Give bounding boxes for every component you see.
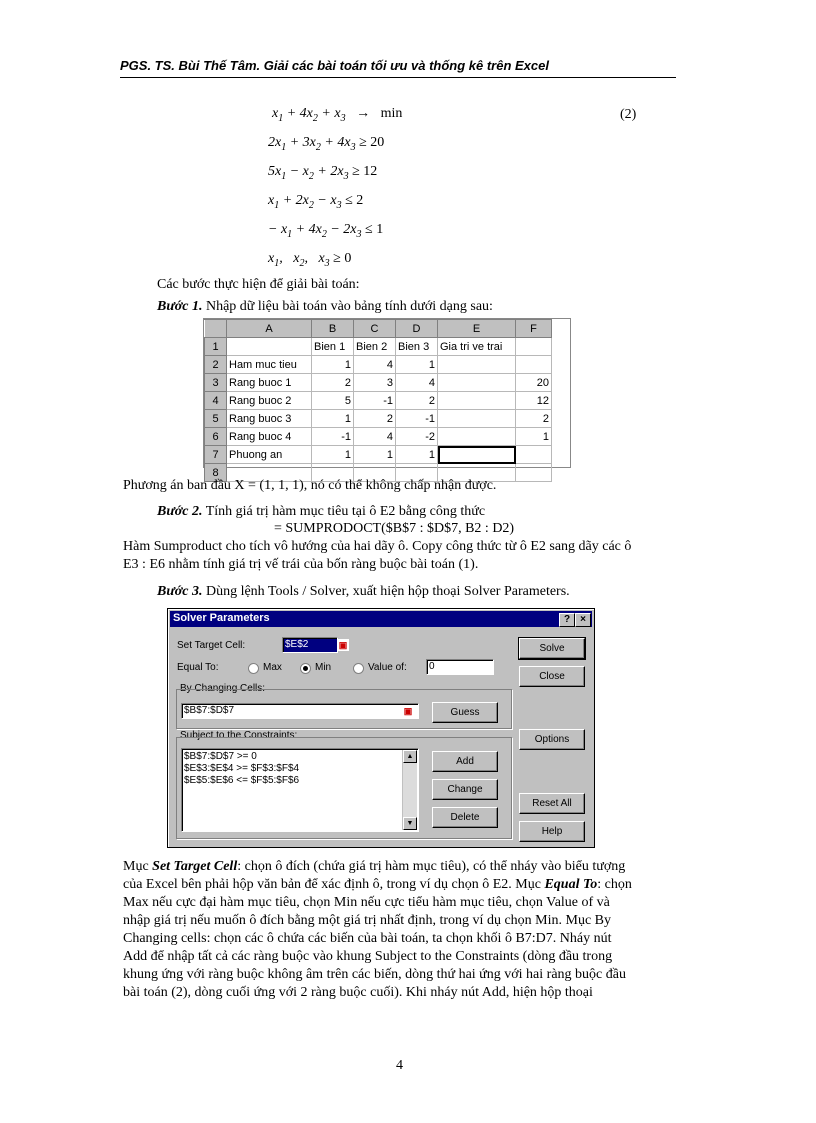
running-header: PGS. TS. Bùi Thế Tâm. Giải các bài toán tối ưu và thống kê trên Excel	[120, 58, 549, 73]
sheet-row	[205, 410, 552, 428]
sheet-cell[interactable]	[438, 410, 516, 428]
sheet-row	[205, 428, 552, 446]
sheet-cell[interactable]: Rang buoc 4	[227, 428, 312, 446]
page-number: 4	[396, 1058, 403, 1073]
row-header[interactable]: 6	[205, 428, 227, 446]
changing-cells-label: By Changing Cells:	[180, 683, 266, 694]
body-line-7: khung ứng với ràng buộc không âm trên các biến, dòng thứ hai ứng với hai ràng buộc đầu	[123, 967, 626, 982]
radio-max[interactable]	[248, 663, 259, 674]
constraints-label: Subject to the Constraints:	[180, 730, 298, 741]
target-cell-label: Set Target Cell:	[177, 640, 246, 651]
change-button[interactable]: Change	[432, 779, 498, 800]
column-header[interactable]: B	[312, 320, 354, 338]
sheet-cell[interactable]: Rang buoc 2	[227, 392, 312, 410]
column-header[interactable]: D	[396, 320, 438, 338]
row-header[interactable]: 8	[205, 464, 227, 482]
column-header[interactable]: E	[438, 320, 516, 338]
column-header[interactable]: F	[516, 320, 552, 338]
collapse-dialog-icon[interactable]: ▣	[338, 640, 348, 650]
body-line-1: Mục Set Target Cell: chọn ô đích (chứa giá trị hàm mục tiêu), có thể nháy vào biểu tượng	[123, 859, 626, 874]
value-of-input[interactable]: 0	[426, 659, 494, 675]
constraint-item[interactable]: $E$5:$E$6 <= $F$5:$F$6	[184, 775, 300, 786]
add-button[interactable]: Add	[432, 751, 498, 772]
sheet-cell[interactable]	[516, 464, 552, 482]
objective-function: $x_1 + 4x_2 + x_3$ → min	[272, 106, 403, 124]
header-rule	[120, 77, 676, 78]
sheet-cell[interactable]: Gia tri ve trai	[438, 338, 516, 356]
sheet-cell[interactable]: 20	[516, 374, 552, 392]
sheet-cell[interactable]	[438, 374, 516, 392]
row-header[interactable]: 1	[205, 338, 227, 356]
radio-value-of-label: Value of:	[368, 662, 407, 673]
sheet-cell[interactable]: 4	[354, 356, 396, 374]
sheet-cell[interactable]: Rang buoc 3	[227, 410, 312, 428]
sheet-cell[interactable]: Ham muc tieu	[227, 356, 312, 374]
sheet-cell[interactable]: 2	[396, 392, 438, 410]
constraint-item[interactable]: $E$3:$E$4 >= $F$3:$F$4	[184, 763, 300, 774]
solver-dialog	[167, 608, 595, 848]
sheet-cell[interactable]	[516, 356, 552, 374]
sheet-cell[interactable]	[227, 338, 312, 356]
equation-label: (2)	[620, 107, 637, 122]
sheet-cell[interactable]: 12	[516, 392, 552, 410]
delete-button[interactable]: Delete	[432, 807, 498, 828]
body-line-6: Add để nhập tất cả các ràng buộc vào khung Subject to the Constraints (dòng đầu trong	[123, 949, 613, 964]
body-line-3: Max nếu cực đại hàm mục tiêu, chọn Min nếu cực tiểu hàm mục tiêu, chọn Value of và	[123, 895, 610, 910]
radio-value-of[interactable]	[353, 663, 364, 674]
body-line-4: nhập giá trị nếu muốn ô đích bằng một giá trị nhất định, trong ví dụ chọn Min. Mục By	[123, 913, 611, 928]
body-line-5: Changing cells: chọn các ô chứa các biến của bài toán, ta chọn khối ô B7:D7. Nháy nút	[123, 931, 612, 946]
sheet-row	[205, 374, 552, 392]
sheet-cell[interactable]: Bien 1	[312, 338, 354, 356]
changing-cells-input[interactable]: $B$7:$D$7	[181, 703, 419, 719]
sheet-cell[interactable]	[516, 338, 552, 356]
constraints-list[interactable]	[181, 748, 419, 832]
close-title-button[interactable]: ×	[575, 613, 591, 627]
sheet-cell[interactable]: Bien 2	[354, 338, 396, 356]
spreadsheet	[203, 318, 571, 479]
nonnegativity: $x_1$, $x_2$, $x_3 \ge 0$	[268, 251, 352, 269]
sheet-row	[205, 356, 552, 374]
sheet-cell[interactable]: 4	[396, 374, 438, 392]
column-header[interactable]	[205, 320, 227, 338]
row-header[interactable]: 4	[205, 392, 227, 410]
sheet-cell[interactable]: 3	[354, 374, 396, 392]
step2: Bước 2. Tính giá trị hàm mục tiêu tại ô E2 bằng công thức	[157, 504, 486, 519]
help-title-button[interactable]: ?	[559, 613, 575, 627]
sheet-cell[interactable]: 2	[354, 410, 396, 428]
equal-to-label: Equal To:	[177, 662, 219, 673]
sumproduct-formula: = SUMPRODOCT($B$7 : $D$7, B2 : D2)	[274, 521, 515, 536]
sheet-cell[interactable]: -1	[312, 428, 354, 446]
sheet-cell[interactable]	[438, 356, 516, 374]
close-button[interactable]: Close	[519, 666, 585, 687]
row-header[interactable]: 7	[205, 446, 227, 464]
target-cell-input[interactable]: $E$2	[282, 637, 338, 653]
column-header[interactable]: A	[227, 320, 312, 338]
sheet-cell[interactable]: 2	[312, 374, 354, 392]
sumproduct-desc-2: E3 : E6 nhằm tính giá trị vế trái của bốn ràng buộc bài toán (1).	[123, 557, 479, 572]
row-header[interactable]: 5	[205, 410, 227, 428]
sheet-cell[interactable]: -2	[396, 428, 438, 446]
sheet-cell[interactable]	[438, 392, 516, 410]
dialog-titlebar	[170, 611, 592, 627]
sheet-cell[interactable]: 4	[354, 428, 396, 446]
sheet-cell[interactable]: -1	[396, 410, 438, 428]
collapse-dialog-icon[interactable]: ▣	[403, 706, 413, 716]
row-header[interactable]: 2	[205, 356, 227, 374]
options-button[interactable]: Options	[519, 729, 585, 750]
scroll-up-icon[interactable]: ▲	[403, 750, 417, 763]
sheet-cell[interactable]: 1	[312, 446, 354, 464]
sheet-cell[interactable]: 1	[312, 356, 354, 374]
sheet-cell[interactable]: Bien 3	[396, 338, 438, 356]
sheet-cell[interactable]: -1	[354, 392, 396, 410]
sheet-cell[interactable]	[438, 446, 516, 464]
sheet-cell[interactable]	[438, 428, 516, 446]
sheet-cell[interactable]: 2	[516, 410, 552, 428]
body-line-2: của Excel bên phải hộp văn bản để xác định ô, trong ví dụ chọn ô E2. Mục Equal To: chọn	[123, 877, 632, 892]
sumproduct-desc-1: Hàm Sumproduct cho tích vô hướng của hai dãy ô. Copy công thức từ ô E2 sang dãy các ô	[123, 539, 632, 554]
reset-all-button[interactable]: Reset All	[519, 793, 585, 814]
row-header[interactable]: 3	[205, 374, 227, 392]
sheet-cell[interactable]: 1	[396, 356, 438, 374]
sheet-cell[interactable]: Rang buoc 1	[227, 374, 312, 392]
sheet-cell[interactable]: 1	[354, 446, 396, 464]
sheet-row	[205, 446, 552, 464]
sheet-cell[interactable]	[516, 446, 552, 464]
sheet-row	[205, 338, 552, 356]
sheet-cell[interactable]: Phuong an	[227, 446, 312, 464]
radio-max-label: Max	[263, 662, 282, 673]
help-button[interactable]: Help	[519, 821, 585, 842]
constraint-item[interactable]: $B$7:$D$7 >= 0	[184, 751, 257, 762]
radio-min-label: Min	[315, 662, 332, 673]
sheet-cell[interactable]: 1	[516, 428, 552, 446]
constraint-4: − $x_1 + 4x_2 - 2x_3 \le 1$	[268, 222, 384, 240]
scroll-down-icon[interactable]: ▼	[403, 817, 417, 830]
sheet-cell[interactable]: 5	[312, 392, 354, 410]
initial-plan-text: Phương án ban đầu X = (1, 1, 1), nó có thể không chấp nhận được.	[123, 478, 497, 493]
constraint-3: $x_1 + 2x_2 - x_3 \le 2$	[268, 193, 364, 211]
step1: Bước 1. Nhập dữ liệu bài toán vào bảng tính dưới dạng sau:	[157, 299, 493, 314]
constraints-scrollbar[interactable]	[402, 750, 417, 830]
sheet-cell[interactable]: 1	[312, 410, 354, 428]
sheet-cell[interactable]: 1	[396, 446, 438, 464]
dialog-title: Solver Parameters	[173, 612, 270, 624]
solve-button[interactable]: Solve	[519, 638, 585, 659]
constraint-2: $5x_1 - x_2 + 2x_3 \ge 12$	[268, 164, 378, 182]
constraint-1: $2x_1 + 3x_2 + 4x_3 \ge 20$	[268, 135, 385, 153]
guess-button[interactable]: Guess	[432, 702, 498, 723]
column-header[interactable]: C	[354, 320, 396, 338]
body-line-8: bài toán (2), dòng cuối ứng với 2 ràng buộc cuối). Khi nháy nút Add, hiện hộp thoại	[123, 985, 593, 1000]
radio-min[interactable]	[300, 663, 311, 674]
step3: Bước 3. Dùng lệnh Tools / Solver, xuất hiện hộp thoại Solver Parameters.	[157, 584, 570, 599]
sheet-row	[205, 392, 552, 410]
intro-text: Các bước thực hiện để giải bài toán:	[157, 277, 360, 292]
spreadsheet-table	[204, 319, 552, 482]
